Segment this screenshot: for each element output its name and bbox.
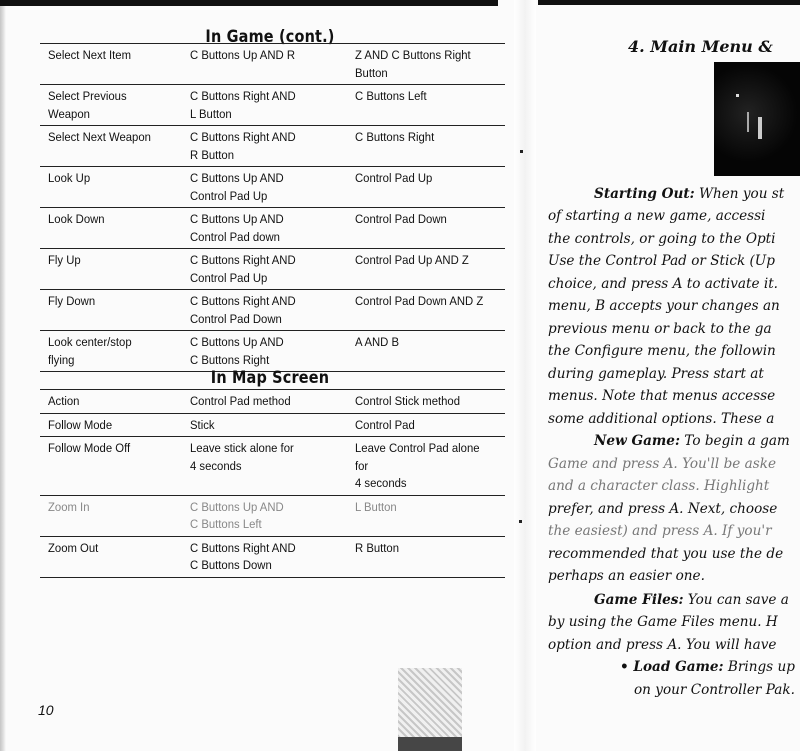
page-number: 10: [38, 702, 54, 718]
body-line: some additional options. These a: [548, 411, 775, 427]
body-line: during gameplay. Press start at: [548, 366, 764, 382]
stick-method-cell: [347, 437, 505, 496]
action-cell-line: Fly Down: [48, 294, 96, 308]
action-cell-line: Weapon: [48, 106, 90, 121]
c-buttons-cell-line: Control Pad Up: [190, 188, 268, 203]
pad-method-cell-line: C Buttons Left: [190, 517, 262, 531]
action-cell: [40, 390, 182, 414]
action-cell-line: Fly Up: [48, 253, 81, 267]
c-buttons-cell: [182, 167, 347, 208]
control-pad-cell-line: C Buttons Left: [355, 89, 427, 103]
c-buttons-cell-line: Control Pad Up: [190, 270, 268, 285]
action-cell-line: flying: [48, 352, 75, 367]
action-cell-line: Action: [48, 394, 80, 408]
pad-method-cell-line: 4 seconds: [190, 458, 242, 473]
pad-method-cell-line: Stick: [190, 417, 215, 432]
pad-method-cell-line: Control Pad method: [190, 394, 291, 408]
control-pad-cell-line: Control Pad Up: [355, 171, 433, 185]
body-line: Use the Control Pad or Stick (Up: [548, 253, 775, 269]
control-pad-cell-line: Z AND C Buttons Right: [355, 48, 471, 62]
action-cell: [40, 331, 182, 372]
control-pad-cell: [347, 249, 505, 290]
photo-highlight: [758, 117, 762, 139]
action-cell-line: Select Previous: [48, 89, 127, 103]
table-row: [40, 437, 505, 496]
stick-method-cell: [347, 495, 505, 536]
body-line: choice, and press A to activate it.: [548, 276, 778, 292]
action-cell: [40, 249, 182, 290]
body-line-lead: Game Files:: [594, 592, 684, 608]
body-line: Starting Out: When you st: [594, 186, 785, 202]
table-row: [40, 536, 505, 577]
photo-highlight: [736, 94, 739, 97]
table-row: [40, 495, 505, 536]
c-buttons-cell: [182, 249, 347, 290]
body-line-lead: New Game:: [594, 433, 680, 449]
control-pad-cell-line: C Buttons Right: [355, 130, 435, 144]
body-line: perhaps an easier one.: [548, 568, 705, 584]
scan-artifact: [398, 668, 462, 751]
action-cell: [40, 413, 182, 437]
c-buttons-cell: [182, 208, 347, 249]
control-pad-cell: [347, 167, 505, 208]
control-pad-cell: [347, 44, 505, 85]
body-line: recommended that you use the de: [548, 546, 784, 562]
body-line: option and press A. You will have: [548, 637, 777, 653]
action-cell: [40, 208, 182, 249]
control-pad-cell-line: Button: [355, 65, 388, 80]
stick-method-cell-line: Control Pad: [355, 417, 415, 432]
action-cell: [40, 495, 182, 536]
body-line: on your Controller Pak.: [634, 682, 795, 698]
body-line: and a character class. Highlight: [548, 478, 770, 494]
body-line: menu, B accepts your changes an: [548, 298, 780, 314]
c-buttons-cell: [182, 331, 347, 372]
c-buttons-cell-line: Control Pad down: [190, 229, 280, 244]
body-line: menus. Note that menus accesse: [548, 388, 776, 404]
table-row: [40, 413, 505, 437]
control-pad-cell: [347, 126, 505, 167]
control-pad-cell-line: Control Pad Down AND Z: [355, 294, 484, 308]
action-cell-line: Zoom Out: [48, 540, 99, 555]
table-row: [40, 390, 505, 414]
pad-method-cell: [182, 390, 347, 414]
table-row: [40, 44, 505, 85]
action-cell-line: Select Next Item: [48, 48, 132, 62]
action-cell-line: Select Next Weapon: [48, 130, 151, 144]
action-cell: [40, 290, 182, 331]
c-buttons-cell: [182, 290, 347, 331]
c-buttons-cell-line: C Buttons Up AND: [190, 335, 284, 349]
chapter-title: 4. Main Menu &: [628, 37, 773, 56]
action-cell: [40, 44, 182, 85]
c-buttons-cell-line: C Buttons Up AND: [190, 212, 284, 226]
table-row: [40, 331, 505, 372]
action-cell-line: Follow Mode: [48, 417, 113, 432]
map-screen-controls-table: [40, 389, 505, 578]
pad-method-cell-line: C Buttons Right AND: [190, 540, 296, 555]
body-line: the Configure menu, the followin: [548, 343, 776, 359]
c-buttons-cell: [182, 126, 347, 167]
c-buttons-cell: [182, 44, 347, 85]
in-game-controls-table: [40, 43, 505, 372]
pad-method-cell-line: C Buttons Down: [190, 558, 272, 572]
section-title-in-game: In Game (cont.): [205, 27, 335, 47]
c-buttons-cell-line: Control Pad Down: [190, 311, 282, 326]
action-cell-line: Look Down: [48, 212, 105, 226]
right-page: [538, 0, 800, 751]
c-buttons-cell: [182, 85, 347, 126]
body-line: Game and press A. You'll be aske: [548, 456, 776, 472]
c-buttons-cell-line: R Button: [190, 147, 235, 162]
body-line-lead: Starting Out:: [594, 186, 695, 202]
table-row: [40, 167, 505, 208]
c-buttons-cell-line: C Buttons Right: [190, 352, 270, 367]
action-cell: [40, 167, 182, 208]
stick-method-cell: [347, 413, 505, 437]
body-line: by using the Game Files menu. H: [548, 614, 778, 630]
stick-method-cell-line: 4 seconds: [355, 476, 407, 490]
stick-method-cell: [347, 390, 505, 414]
table-row: [40, 126, 505, 167]
screenshot-photo: [714, 62, 800, 176]
stick-method-cell: [347, 536, 505, 577]
action-cell-line: Look center/stop: [48, 335, 132, 349]
photo-highlight: [747, 112, 749, 132]
body-line-lead: • Load Game:: [620, 659, 724, 675]
table-row: [40, 249, 505, 290]
pad-method-cell: [182, 495, 347, 536]
control-pad-cell: [347, 331, 505, 372]
table-row: [40, 208, 505, 249]
action-cell: [40, 437, 182, 496]
spine-mark: [519, 520, 522, 523]
spine-mark: [520, 150, 523, 153]
control-pad-cell-line: Control Pad Up AND Z: [355, 253, 469, 267]
control-pad-cell: [347, 290, 505, 331]
table-row: [40, 290, 505, 331]
c-buttons-cell-line: C Buttons Right AND: [190, 294, 296, 308]
action-cell: [40, 85, 182, 126]
c-buttons-cell-line: C Buttons Up AND R: [190, 48, 296, 62]
control-pad-cell-line: A AND B: [355, 335, 400, 349]
body-line: the controls, or going to the Opti: [548, 231, 776, 247]
stick-method-cell-line: L Button: [355, 499, 397, 514]
c-buttons-cell-line: C Buttons Right AND: [190, 130, 296, 144]
pad-method-cell: [182, 413, 347, 437]
body-line: Game Files: You can save a: [594, 592, 789, 608]
pad-method-cell-line: C Buttons Up AND: [190, 499, 284, 514]
table-row: [40, 85, 505, 126]
stick-method-cell-line: R Button: [355, 540, 400, 555]
stick-method-cell-line: Control Stick method: [355, 394, 461, 408]
control-pad-cell: [347, 208, 505, 249]
section-title-map-screen: In Map Screen: [210, 368, 330, 388]
action-cell: [40, 536, 182, 577]
control-pad-cell: [347, 85, 505, 126]
action-cell: [40, 126, 182, 167]
action-cell-line: Follow Mode Off: [48, 441, 131, 455]
body-line: previous menu or back to the ga: [548, 321, 772, 337]
body-line: prefer, and press A. Next, choose: [548, 501, 778, 517]
action-cell-line: Zoom In: [48, 499, 90, 514]
c-buttons-cell-line: C Buttons Up AND: [190, 171, 284, 185]
action-cell-line: Look Up: [48, 171, 91, 185]
c-buttons-cell-line: C Buttons Right AND: [190, 253, 296, 267]
body-line: the easiest) and press A. If you'r: [548, 523, 772, 539]
stick-method-cell-line: Leave Control Pad alone for: [355, 441, 480, 473]
body-line: New Game: To begin a gam: [594, 433, 790, 449]
body-line: of starting a new game, accessi: [548, 208, 766, 224]
pad-method-cell: [182, 536, 347, 577]
pad-method-cell-line: Leave stick alone for: [190, 441, 294, 455]
c-buttons-cell-line: L Button: [190, 106, 232, 121]
control-pad-cell-line: Control Pad Down: [355, 212, 447, 226]
book-spine: [514, 0, 536, 751]
body-line: • Load Game: Brings up: [620, 659, 795, 675]
pad-method-cell: [182, 437, 347, 496]
c-buttons-cell-line: C Buttons Right AND: [190, 89, 296, 103]
